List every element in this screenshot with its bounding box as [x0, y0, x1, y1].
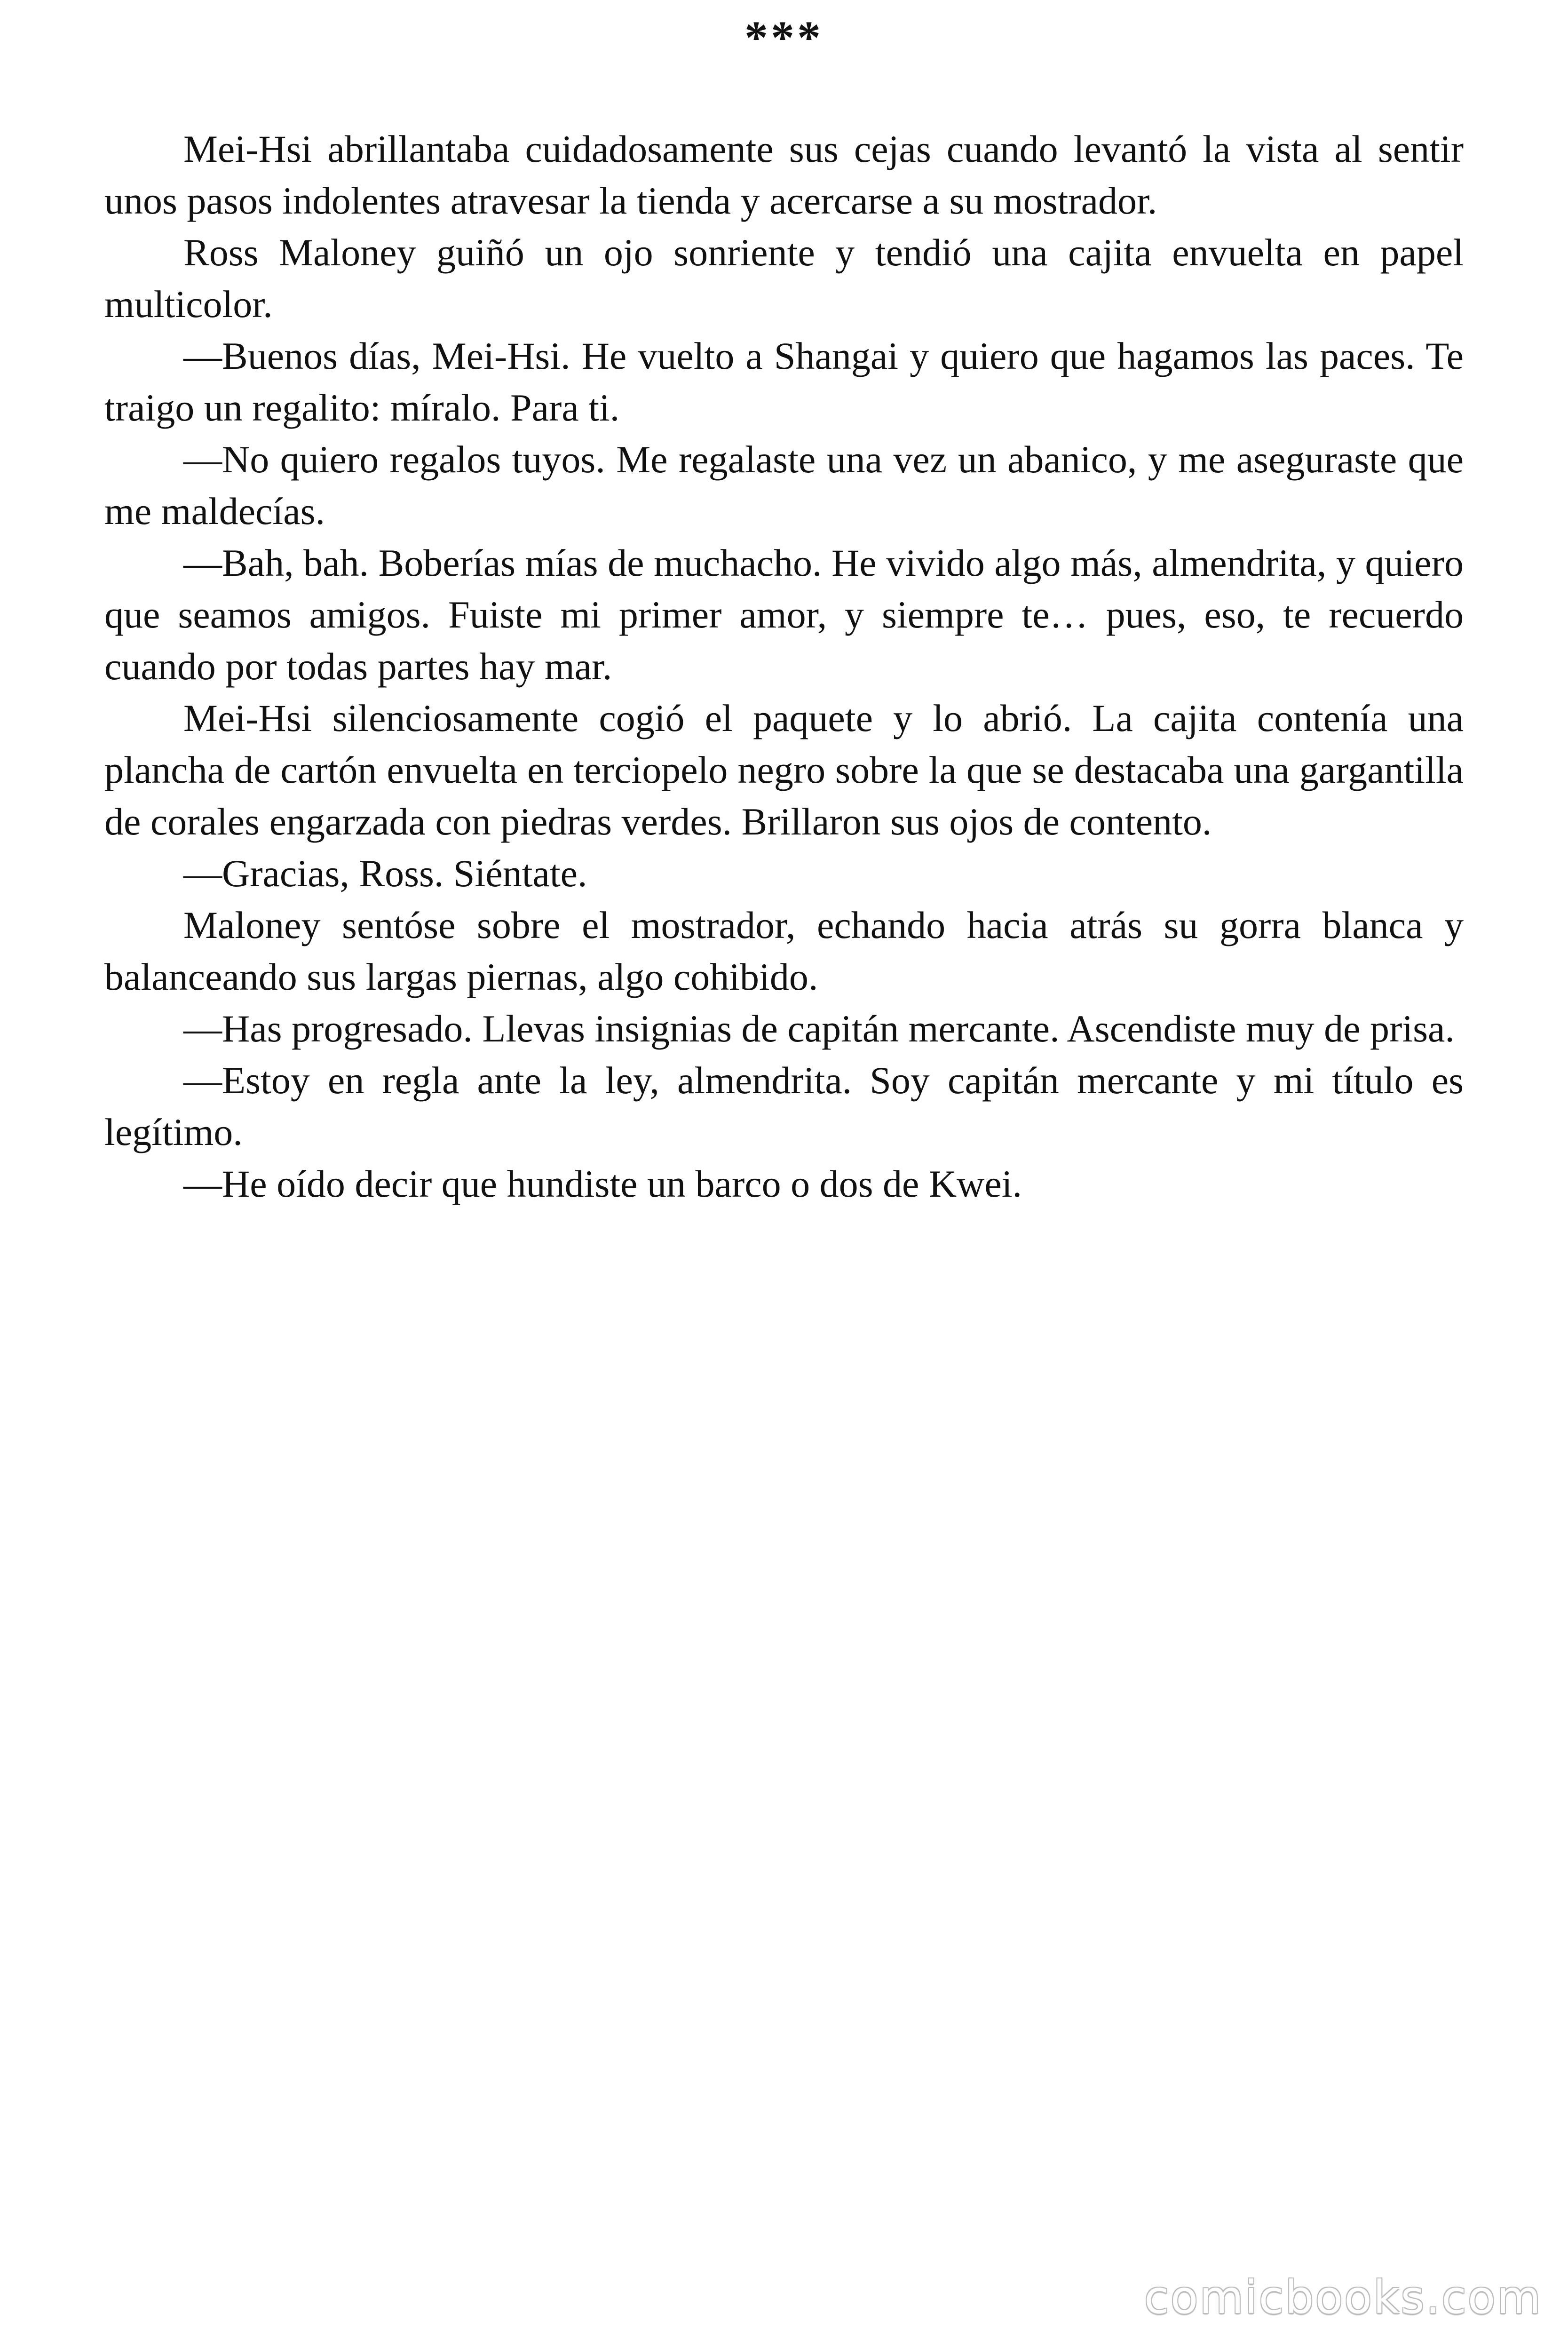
paragraph: —Buenos días, Mei-Hsi. He vuelto a Shangai y quiero que hagamos las paces. Te traigo un regalito: míralo. Para ti.	[104, 334, 1464, 429]
paragraph: Maloney sentóse sobre el mostrador, echando hacia atrás su gorra blanca y balanceando sus largas piernas, algo cohibido.	[104, 904, 1464, 998]
paragraph: Mei-Hsi abrillantaba cuidadosamente sus cejas cuando levantó la vista al sentir unos pasos indolentes atravesar la tienda y acercarse a su mostrador.	[104, 127, 1464, 222]
section-separator: ***	[744, 11, 824, 64]
paragraph: —Gracias, Ross. Siéntate.	[183, 852, 587, 895]
paragraph: —Bah, bah. Boberías mías de muchacho. He vivido algo más, almendrita, y quiero que seamos amigos. Fuiste mi primer amor, y siempre te… pues, eso, te recuerdo cuando por todas partes hay mar.	[104, 541, 1464, 688]
body-text	[104, 123, 1464, 1210]
paragraph: —Has progresado. Llevas insignias de capitán mercante. Ascendiste muy de prisa.	[183, 1007, 1455, 1050]
paragraph: Mei-Hsi silenciosamente cogió el paquete y lo abrió. La cajita contenía una plancha de cartón envuelta en terciopelo negro sobre la que se destacaba una gargantilla de corales engarzada con piedras verdes. Brillaron sus ojos de contento.	[104, 697, 1464, 843]
watermark: comicbooks.com	[1144, 2271, 1542, 2324]
paragraph: Ross Maloney guiñó un ojo sonriente y tendió una cajita envuelta en papel multicolor.	[104, 231, 1464, 326]
paragraph: —No quiero regalos tuyos. Me regalaste una vez un abanico, y me aseguraste que me maldecías.	[104, 438, 1464, 532]
paragraph: —He oído decir que hundiste un barco o dos de Kwei.	[183, 1162, 1022, 1205]
paragraph: —Estoy en regla ante la ley, almendrita. Soy capitán mercante y mi título es legítimo.	[104, 1059, 1464, 1153]
